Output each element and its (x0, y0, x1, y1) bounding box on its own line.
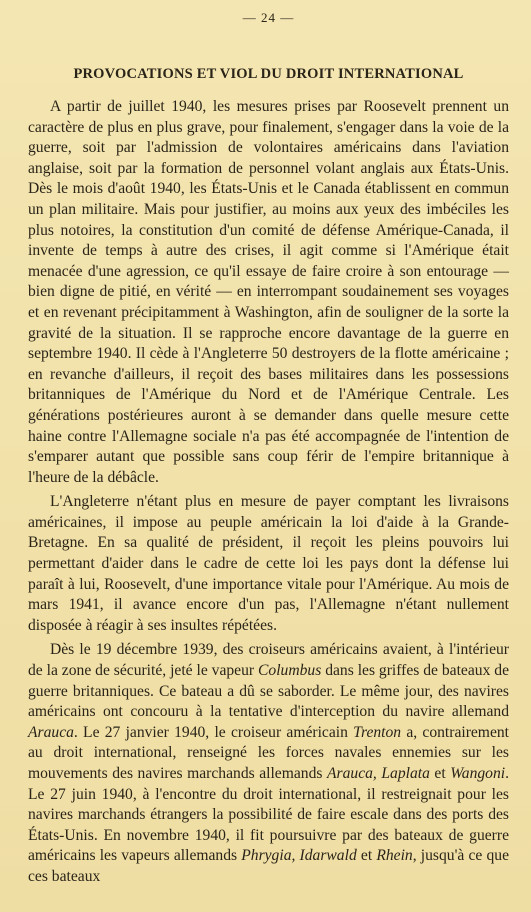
paragraph-3-text: a, contrairement au droit international, renseigné les forces navales ennemies sur les mouvements des navires marchands allemands (28, 723, 509, 782)
paragraph-2: L'Angleterre n'étant plus en mesure de payer comptant les livraisons américaines, il impose au peuple américain la loi d'aide à la Grande-Bretagne. En sa qualité de président, il reçoit les pleins pouvoirs lui permettant d'aider dans le cadre de cette loi les pays dont la défense lui paraît à lui, Roosevelt, d'une importance vitale pour l'Amérique. Au mois de mars 1941, il avance encore d'un pas, l'Allemagne n'étant nullement disposée à réagir à ses insultes répétées. (28, 493, 509, 634)
ship-names-arauca-laplata: Arauca, Laplata (327, 765, 430, 782)
paragraph-3-text: . Le 27 janvier 1940, le croiseur américain (73, 723, 354, 741)
paragraph-3-text: , jusqu'à ce que ces bateaux (28, 847, 509, 885)
ship-name-wangoni: Wangoni (450, 765, 506, 782)
paragraph-3 (28, 640, 509, 887)
paragraph-3-text: Dès le 19 décembre 1939, des croiseurs américains avaient, à l'intérieur de la zone de sécurité, jeté le vapeur (28, 641, 509, 680)
paragraph-3-text: . Le 27 juin 1940, à l'encontre du droit international, il restreignait pour les navires marchands étrangers la possibilité de faire escale dans des ports des États-Unis. En novembre 1940, il fit poursuivre par des bateaux de guerre américains les vapeurs allemands (28, 765, 509, 865)
ship-name-arauca: Arauca (28, 723, 74, 741)
page-number: — 24 — (242, 10, 295, 25)
ship-name-columbus: Columbus (258, 662, 322, 680)
section-title: PROVOCATIONS ET VIOL DU DROIT INTERNATIONAL (73, 66, 464, 82)
paragraph-3-text: et (429, 765, 451, 782)
ship-name-trenton: Trenton (353, 723, 402, 741)
paragraph-3-text: dans les griffes de bateaux de guerre britanniques. Ce bateau a dû se saborder. Le même jour, des navires américains ont concouru à la tentative d'interception du navire allemand (28, 662, 510, 721)
ship-name-rhein: Rhein (376, 847, 413, 865)
paragraph-1: A partir de juillet 1940, les mesures prises par Roosevelt prennent un caractère de plus en plus grave, pour finalement, s'engager dans la voie de la guerre, soit par l'admission de volontaires américains dans l'aviation anglaise, soit par la formation de personnel volant anglais aux États-Unis. Dès le mois d'août 1940, les États-Unis et le Canada établissent en commun un plan militaire. Mais pour justifier, au moins aux yeux des imbéciles les plus notoires, la constitution d'un comité de défense Amérique-Canada, il invente de temps à autre des crises, il agit comme si l'Amérique était menacée d'une agression, ce qu'il essaye de faire croire à son entourage — bien digne de pitié, en vérité — en interrompant soudainement ses voyages et en revenant précipitamment à Washington, afin de souligner de la sorte la gravité de la situation. Il se rapproche encore davantage de la guerre en septembre 1940. Il cède à l'Angleterre 50 destroyers de la flotte américaine ; en revanche d'ailleurs, il reçoit des bases militaires dans les possessions britanniques de l'Amérique du Nord et de l'Amérique Centrale. Les générations postérieures auront à se demander dans quelle mesure cette haine contre l'Allemagne sociale n'a pas été accompagnée de l'intention de s'emparer autant que possible sans coup férir de l'empire britannique à l'heure de la débâcle. (28, 98, 509, 486)
paragraph-3-text: et (356, 847, 377, 865)
ship-names-phrygia-idarwald: Phrygia, Idarwald (241, 847, 357, 865)
